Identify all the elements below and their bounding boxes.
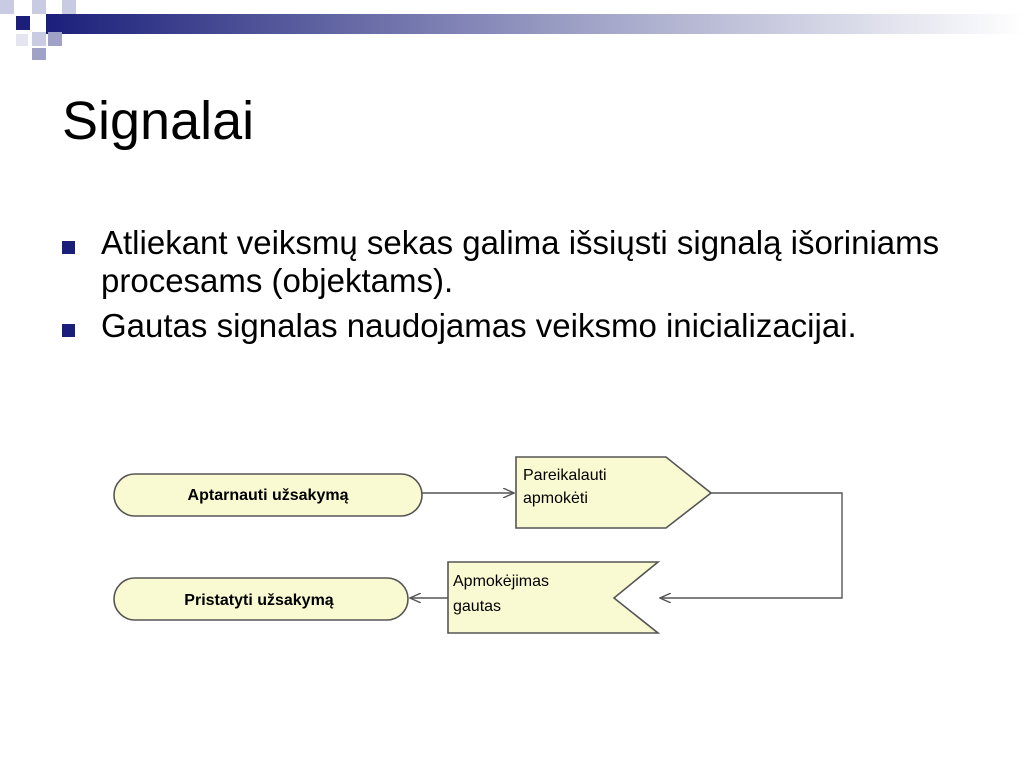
top-decoration [0,0,1024,62]
bullet-list [62,224,962,353]
decor-square [16,16,30,30]
slide-title: Signalai [62,91,255,151]
receive-signal-label: gautas [453,598,502,615]
receive-signal-label: Apmokėjimas [453,573,550,590]
decor-square [32,32,46,46]
bullet-text: Gautas signalas naudojamas veiksmo inicializacijai. [101,307,857,345]
top-gradient-bar [46,14,1024,34]
action-label-serve: Aptarnauti užsakymą [187,487,349,504]
action-label-deliver: Pristatyti užsakymą [184,592,334,609]
bullet-item [62,224,962,299]
bullet-square-icon [62,324,75,337]
activity-diagram [0,440,1024,650]
decor-square [16,34,28,46]
decor-square [32,48,46,60]
bullet-square-icon [62,241,75,254]
send-signal-label: apmokėti [523,490,588,507]
decor-square [0,0,14,14]
send-signal-label: Pareikalauti [523,467,607,484]
decor-square [48,32,62,46]
bullet-item [62,307,962,345]
bullet-text: Atliekant veiksmų sekas galima išsiųsti signalą išoriniams procesams (objektams). [101,224,940,299]
decor-square [32,0,46,14]
decor-square [62,0,76,14]
